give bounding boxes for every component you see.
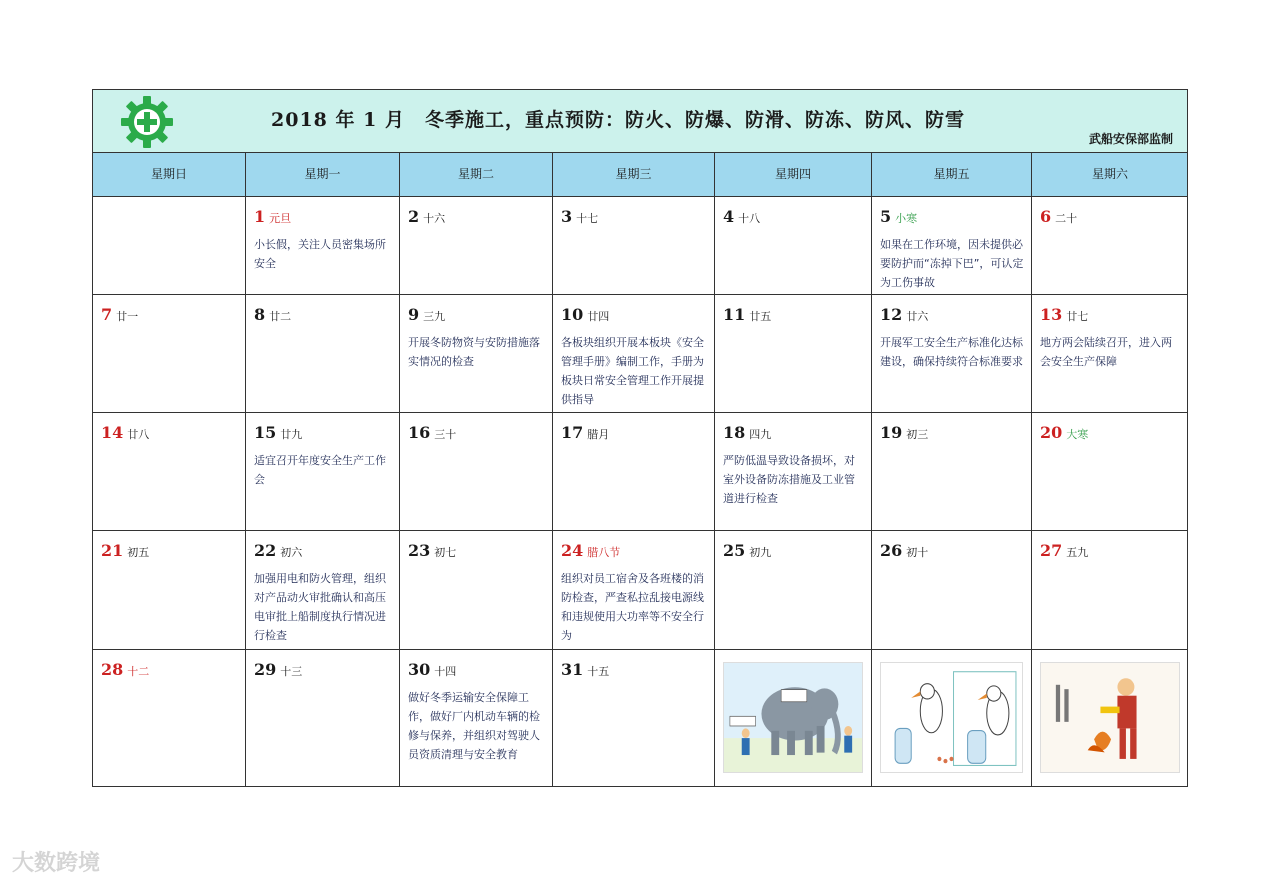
lunar-date: 廿六 — [906, 310, 929, 323]
day-cell — [246, 413, 400, 531]
day-cell — [553, 650, 715, 787]
weekday-label: 星期四 — [715, 153, 872, 196]
lunar-date: 五九 — [1066, 546, 1089, 559]
day-number: 27 — [1040, 541, 1063, 560]
day-number: 24 — [561, 541, 584, 560]
date-line — [408, 423, 456, 442]
day-cell — [93, 650, 246, 787]
day-number: 2 — [408, 207, 420, 226]
day-number: 23 — [408, 541, 431, 560]
day-number: 25 — [723, 541, 746, 560]
date-line — [101, 423, 149, 442]
day-cell — [1032, 413, 1188, 531]
day-cell — [715, 413, 872, 531]
day-cell — [715, 197, 872, 295]
date-line — [561, 541, 620, 560]
lunar-date: 腊月 — [587, 428, 610, 441]
day-number: 15 — [254, 423, 277, 442]
lunar-date: 初九 — [749, 546, 772, 559]
date-line — [408, 207, 445, 226]
safety-note: 如果在工作环境，因未提供必要防护而“冻掉下巴”，可认定为工伤事故 — [880, 238, 1024, 289]
safety-note: 严防低温导致设备损坏，对室外设备防冻措施及工业管道进行检查 — [723, 454, 855, 505]
date-line — [1040, 305, 1088, 324]
lunar-date: 四九 — [749, 428, 772, 441]
day-cell — [246, 650, 400, 787]
day-cell — [246, 197, 400, 295]
calendar-grid — [93, 197, 1187, 787]
lunar-date: 小寒 — [895, 212, 918, 225]
day-cell — [400, 413, 553, 531]
weekday-header — [93, 153, 1187, 197]
day-number: 9 — [408, 305, 420, 324]
day-cell — [715, 531, 872, 650]
lunar-date: 廿五 — [749, 310, 772, 323]
day-number: 1 — [254, 207, 266, 226]
lunar-date: 腊八节 — [587, 546, 621, 559]
title-bar — [93, 90, 1187, 153]
day-cell — [93, 531, 246, 650]
day-cell — [553, 531, 715, 650]
date-line — [561, 207, 598, 226]
date-line — [1040, 207, 1077, 226]
lunar-date: 十二 — [127, 665, 150, 678]
day-cell — [93, 295, 246, 413]
weekday-label: 星期五 — [872, 153, 1032, 196]
date-line — [1040, 423, 1088, 442]
lunar-date: 廿一 — [116, 310, 139, 323]
day-cell — [553, 295, 715, 413]
safety-note: 做好冬季运输安全保障工作，做好厂内机动车辆的检修与保养，并组织对驾驶人员资质清理与安全教育 — [408, 691, 540, 761]
date-line — [408, 305, 445, 324]
date-line — [880, 541, 928, 560]
birds-illustration — [880, 662, 1023, 773]
safety-note: 开展冬防物资与安防措施落实情况的检查 — [408, 336, 540, 368]
lunar-date: 初十 — [906, 546, 929, 559]
lunar-date: 二十 — [1055, 212, 1078, 225]
lunar-date: 大寒 — [1066, 428, 1089, 441]
date-line — [408, 541, 456, 560]
day-number: 6 — [1040, 207, 1052, 226]
safety-note: 小长假，关注人员密集场所安全 — [254, 238, 386, 270]
date-line — [254, 423, 302, 442]
safety-note: 加强用电和防火管理，组织对产品动火审批确认和高压电审批上船制度执行情况进行检查 — [254, 572, 386, 642]
lunar-date: 初六 — [280, 546, 303, 559]
date-line — [880, 207, 917, 226]
lunar-date: 三九 — [423, 310, 446, 323]
day-number: 31 — [561, 660, 584, 679]
day-number: 21 — [101, 541, 124, 560]
day-number: 28 — [101, 660, 124, 679]
weekday-label: 星期一 — [246, 153, 400, 196]
date-line — [723, 423, 771, 442]
day-cell — [872, 650, 1032, 787]
date-line — [561, 423, 609, 442]
issuer-label: 武船安保部监制 — [1088, 132, 1173, 146]
lunar-date: 十五 — [587, 665, 610, 678]
lunar-date: 三十 — [434, 428, 457, 441]
day-cell — [246, 531, 400, 650]
day-cell — [400, 295, 553, 413]
lunar-date: 初三 — [906, 428, 929, 441]
day-cell — [553, 197, 715, 295]
day-cell — [872, 295, 1032, 413]
day-number: 4 — [723, 207, 735, 226]
weekday-label: 星期三 — [553, 153, 715, 196]
day-number: 11 — [723, 305, 746, 324]
day-cell — [246, 295, 400, 413]
date-line — [880, 423, 928, 442]
day-number: 30 — [408, 660, 431, 679]
day-cell — [1032, 650, 1188, 787]
day-cell — [553, 413, 715, 531]
date-line — [561, 305, 609, 324]
day-number: 5 — [880, 207, 892, 226]
lunar-date: 廿二 — [269, 310, 292, 323]
safety-note: 地方两会陆续召开，进入两会安全生产保障 — [1040, 336, 1172, 368]
day-cell — [93, 197, 246, 295]
day-number: 14 — [101, 423, 124, 442]
day-number: 3 — [561, 207, 573, 226]
calendar-title: 2018 年 1 月 冬季施工，重点预防：防火、防爆、防滑、防冻、防风、防雪 — [271, 109, 965, 131]
watermark-text: 大数跨境 — [12, 851, 101, 876]
day-number: 19 — [880, 423, 903, 442]
day-cell — [872, 197, 1032, 295]
date-line — [101, 541, 149, 560]
safety-note: 开展军工安全生产标准化达标建设，确保持续符合标准要求 — [880, 336, 1023, 368]
weekday-label: 星期日 — [93, 153, 246, 196]
firefighter-illustration — [1040, 662, 1180, 773]
day-number: 17 — [561, 423, 584, 442]
date-line — [723, 305, 771, 324]
day-number: 26 — [880, 541, 903, 560]
day-number: 29 — [254, 660, 277, 679]
day-number: 10 — [561, 305, 584, 324]
date-line — [254, 660, 302, 679]
lunar-date: 十八 — [738, 212, 761, 225]
day-number: 22 — [254, 541, 277, 560]
calendar — [92, 89, 1188, 787]
day-number: 12 — [880, 305, 903, 324]
lunar-date: 元旦 — [269, 212, 292, 225]
date-line — [561, 660, 609, 679]
safety-note: 适宜召开年度安全生产工作会 — [254, 454, 386, 486]
day-number: 18 — [723, 423, 746, 442]
safety-note: 各板块组织开展本板块《安全管理手册》编制工作，手册为板块日常安全管理工作开展提供指导 — [561, 336, 704, 406]
day-cell — [400, 531, 553, 650]
date-line — [408, 660, 456, 679]
weekday-label: 星期六 — [1091, 167, 1128, 181]
day-number: 13 — [1040, 305, 1063, 324]
day-number: 7 — [101, 305, 113, 324]
day-cell — [93, 413, 246, 531]
date-line — [254, 541, 302, 560]
date-line — [1040, 541, 1088, 560]
date-line — [723, 207, 760, 226]
date-line — [101, 305, 138, 324]
safety-note: 组织对员工宿舍及各班楼的消防检查，严查私拉乱接电源线和违规使用大功率等不安全行为 — [561, 572, 704, 642]
lunar-date: 廿四 — [587, 310, 610, 323]
day-cell — [872, 531, 1032, 650]
lunar-date: 十三 — [280, 665, 303, 678]
day-cell — [715, 650, 872, 787]
elephant-illustration — [723, 662, 863, 773]
lunar-date: 十四 — [434, 665, 457, 678]
day-cell — [872, 413, 1032, 531]
day-cell — [1032, 295, 1188, 413]
lunar-date: 十七 — [576, 212, 599, 225]
day-cell — [400, 197, 553, 295]
date-line — [723, 541, 771, 560]
lunar-date: 廿七 — [1066, 310, 1089, 323]
day-cell — [400, 650, 553, 787]
safety-cross-logo-icon — [121, 96, 173, 148]
day-cell — [1032, 531, 1188, 650]
date-line — [101, 660, 149, 679]
lunar-date: 廿八 — [127, 428, 150, 441]
date-line — [880, 305, 928, 324]
day-number: 16 — [408, 423, 431, 442]
lunar-date: 十六 — [423, 212, 446, 225]
date-line — [254, 305, 291, 324]
day-cell — [715, 295, 872, 413]
lunar-date: 初七 — [434, 546, 457, 559]
day-number: 20 — [1040, 423, 1063, 442]
day-cell — [1032, 197, 1188, 295]
lunar-date: 廿九 — [280, 428, 303, 441]
date-line — [254, 207, 291, 226]
weekday-label: 星期二 — [400, 153, 553, 196]
day-number: 8 — [254, 305, 266, 324]
lunar-date: 初五 — [127, 546, 150, 559]
